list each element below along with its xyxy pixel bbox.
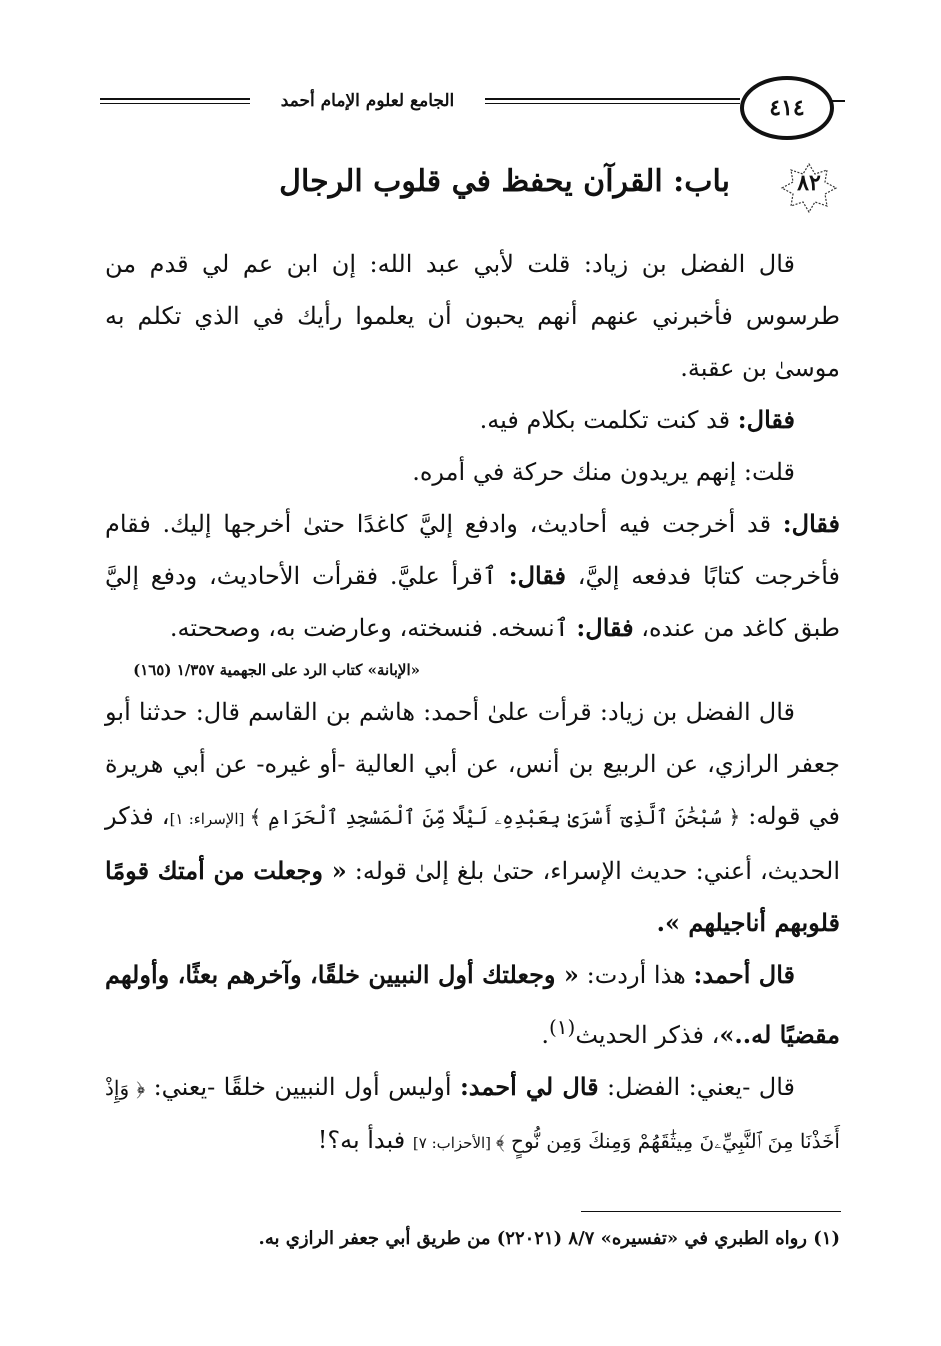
- footnote: (١) رواه الطبري في «تفسيره» ٨/٧ (٢٢٠٢١) من طريق أبي جعفر الرازي به.: [258, 1228, 840, 1249]
- speaker-label: فقال:: [576, 613, 634, 642]
- p6-text: .: [541, 1021, 549, 1049]
- paragraph-5: [105, 686, 840, 949]
- chapter-title: باب: القرآن يحفظ في قلوب الرجال: [279, 164, 730, 199]
- p2-text: قد كنت تكلمت بكلام فيه.: [479, 406, 738, 434]
- page-header: [100, 72, 845, 134]
- quran-verse: ﴿ سُبْحَٰنَ ٱلَّذِىٓ أَسْرَىٰ بِعَبْدِهِۦ لَيْلًا مِّنَ ٱلْمَسْجِدِ ٱلْحَرَامِ ﴾: [249, 805, 741, 829]
- footnote-divider: [581, 1211, 841, 1212]
- speaker-label: قال لي أحمد:: [459, 1072, 599, 1101]
- p5-text: قال الفضل بن زياد: قرأت علىٰ أحمد: هاشم بن القاسم قال: حدثنا أبو جعفر الرازي، عن الربيع بن أنس، عن أبي العالية -أو غيره- عن أبي هريرة في قوله:: [105, 698, 840, 830]
- chapter-number: ٨٢: [797, 170, 821, 196]
- p4-text: قد أخرجت فيه أحاديث، وادفع إليَّ كاغدًا حتىٰ أخرجها إليك. فقام فأخرجت كتابًا فدفعه إليَّ،: [105, 510, 840, 590]
- speaker-label: قال أحمد:: [693, 960, 796, 989]
- p6-text: ، فذكر الحديث: [575, 1021, 720, 1049]
- p3-text: قلت: إنهم يريدون منك حركة في أمره.: [412, 458, 795, 486]
- paragraph-7: [105, 1061, 840, 1169]
- verse-reference: [الأحزاب: ٧]: [412, 1134, 496, 1152]
- speaker-label: فقال:: [737, 405, 795, 434]
- p7-text: قال -يعني: الفضل:: [598, 1073, 795, 1101]
- page-number: ٤١٤: [740, 76, 834, 140]
- hadith-quote: « وجعلتك أول النبيين خلقًا، وآخرهم بعثًا، وأولهم مقضيًا له..»: [105, 960, 840, 1049]
- p7-text: فبدأ به؟!: [317, 1126, 413, 1154]
- p5-text: ، فذكر الحديث، أعني: حديث الإسراء، حتىٰ بلغ إلىٰ قوله:: [105, 802, 841, 885]
- p1-text: قال الفضل بن زياد: قلت لأبي عبد الله: إن ابن عم لي قدم من طرسوس فأخبرني عنهم أنهم يحبون أن يعلموا رأيك في الذي تكلم به موسىٰ بن عقبة.: [105, 250, 840, 382]
- paragraph-2: [105, 394, 840, 446]
- paragraph-6: [105, 949, 840, 1061]
- verse-reference: [الإسراء: ١]: [169, 810, 250, 828]
- speaker-label: فقال:: [508, 561, 566, 590]
- p6-text: هذا أردت:: [578, 961, 694, 989]
- paragraph-1: [105, 238, 840, 394]
- chapter-heading: [150, 160, 840, 220]
- main-text: [105, 238, 840, 1169]
- source-citation: «الإبانة» كتاب الرد على الجهمية ١/٣٥٧ (١٦٥): [133, 661, 420, 679]
- speaker-label: فقال:: [782, 509, 840, 538]
- paragraph-4: [105, 498, 840, 654]
- quran-verse: ﴿ وَإِذْ أَخَذْنَا مِنَ ٱلنَّبِيِّۦنَ مِيثَٰقَهُمْ وَمِنكَ وَمِن نُّوحٍ ﴾: [105, 1076, 840, 1153]
- running-title: الجامع لعلوم الإمام أحمد: [250, 86, 485, 116]
- p4-text: ٱقرأ عليَّ. فقرأت الأحاديث، ودفع إليَّ طبق كاغد من عنده،: [105, 562, 840, 642]
- p7-text: أوليس أول النبيين خلقًا -يعني:: [145, 1073, 460, 1101]
- hadith-quote: « وجعلت من أمتك قومًا قلوبهم أناجيلهم ».: [105, 856, 840, 937]
- footnote-marker: (١): [548, 1015, 576, 1039]
- p4-text: ٱنسخه. فنسخته، وعارضت به، وصححته.: [169, 614, 577, 642]
- paragraph-3: [105, 446, 840, 498]
